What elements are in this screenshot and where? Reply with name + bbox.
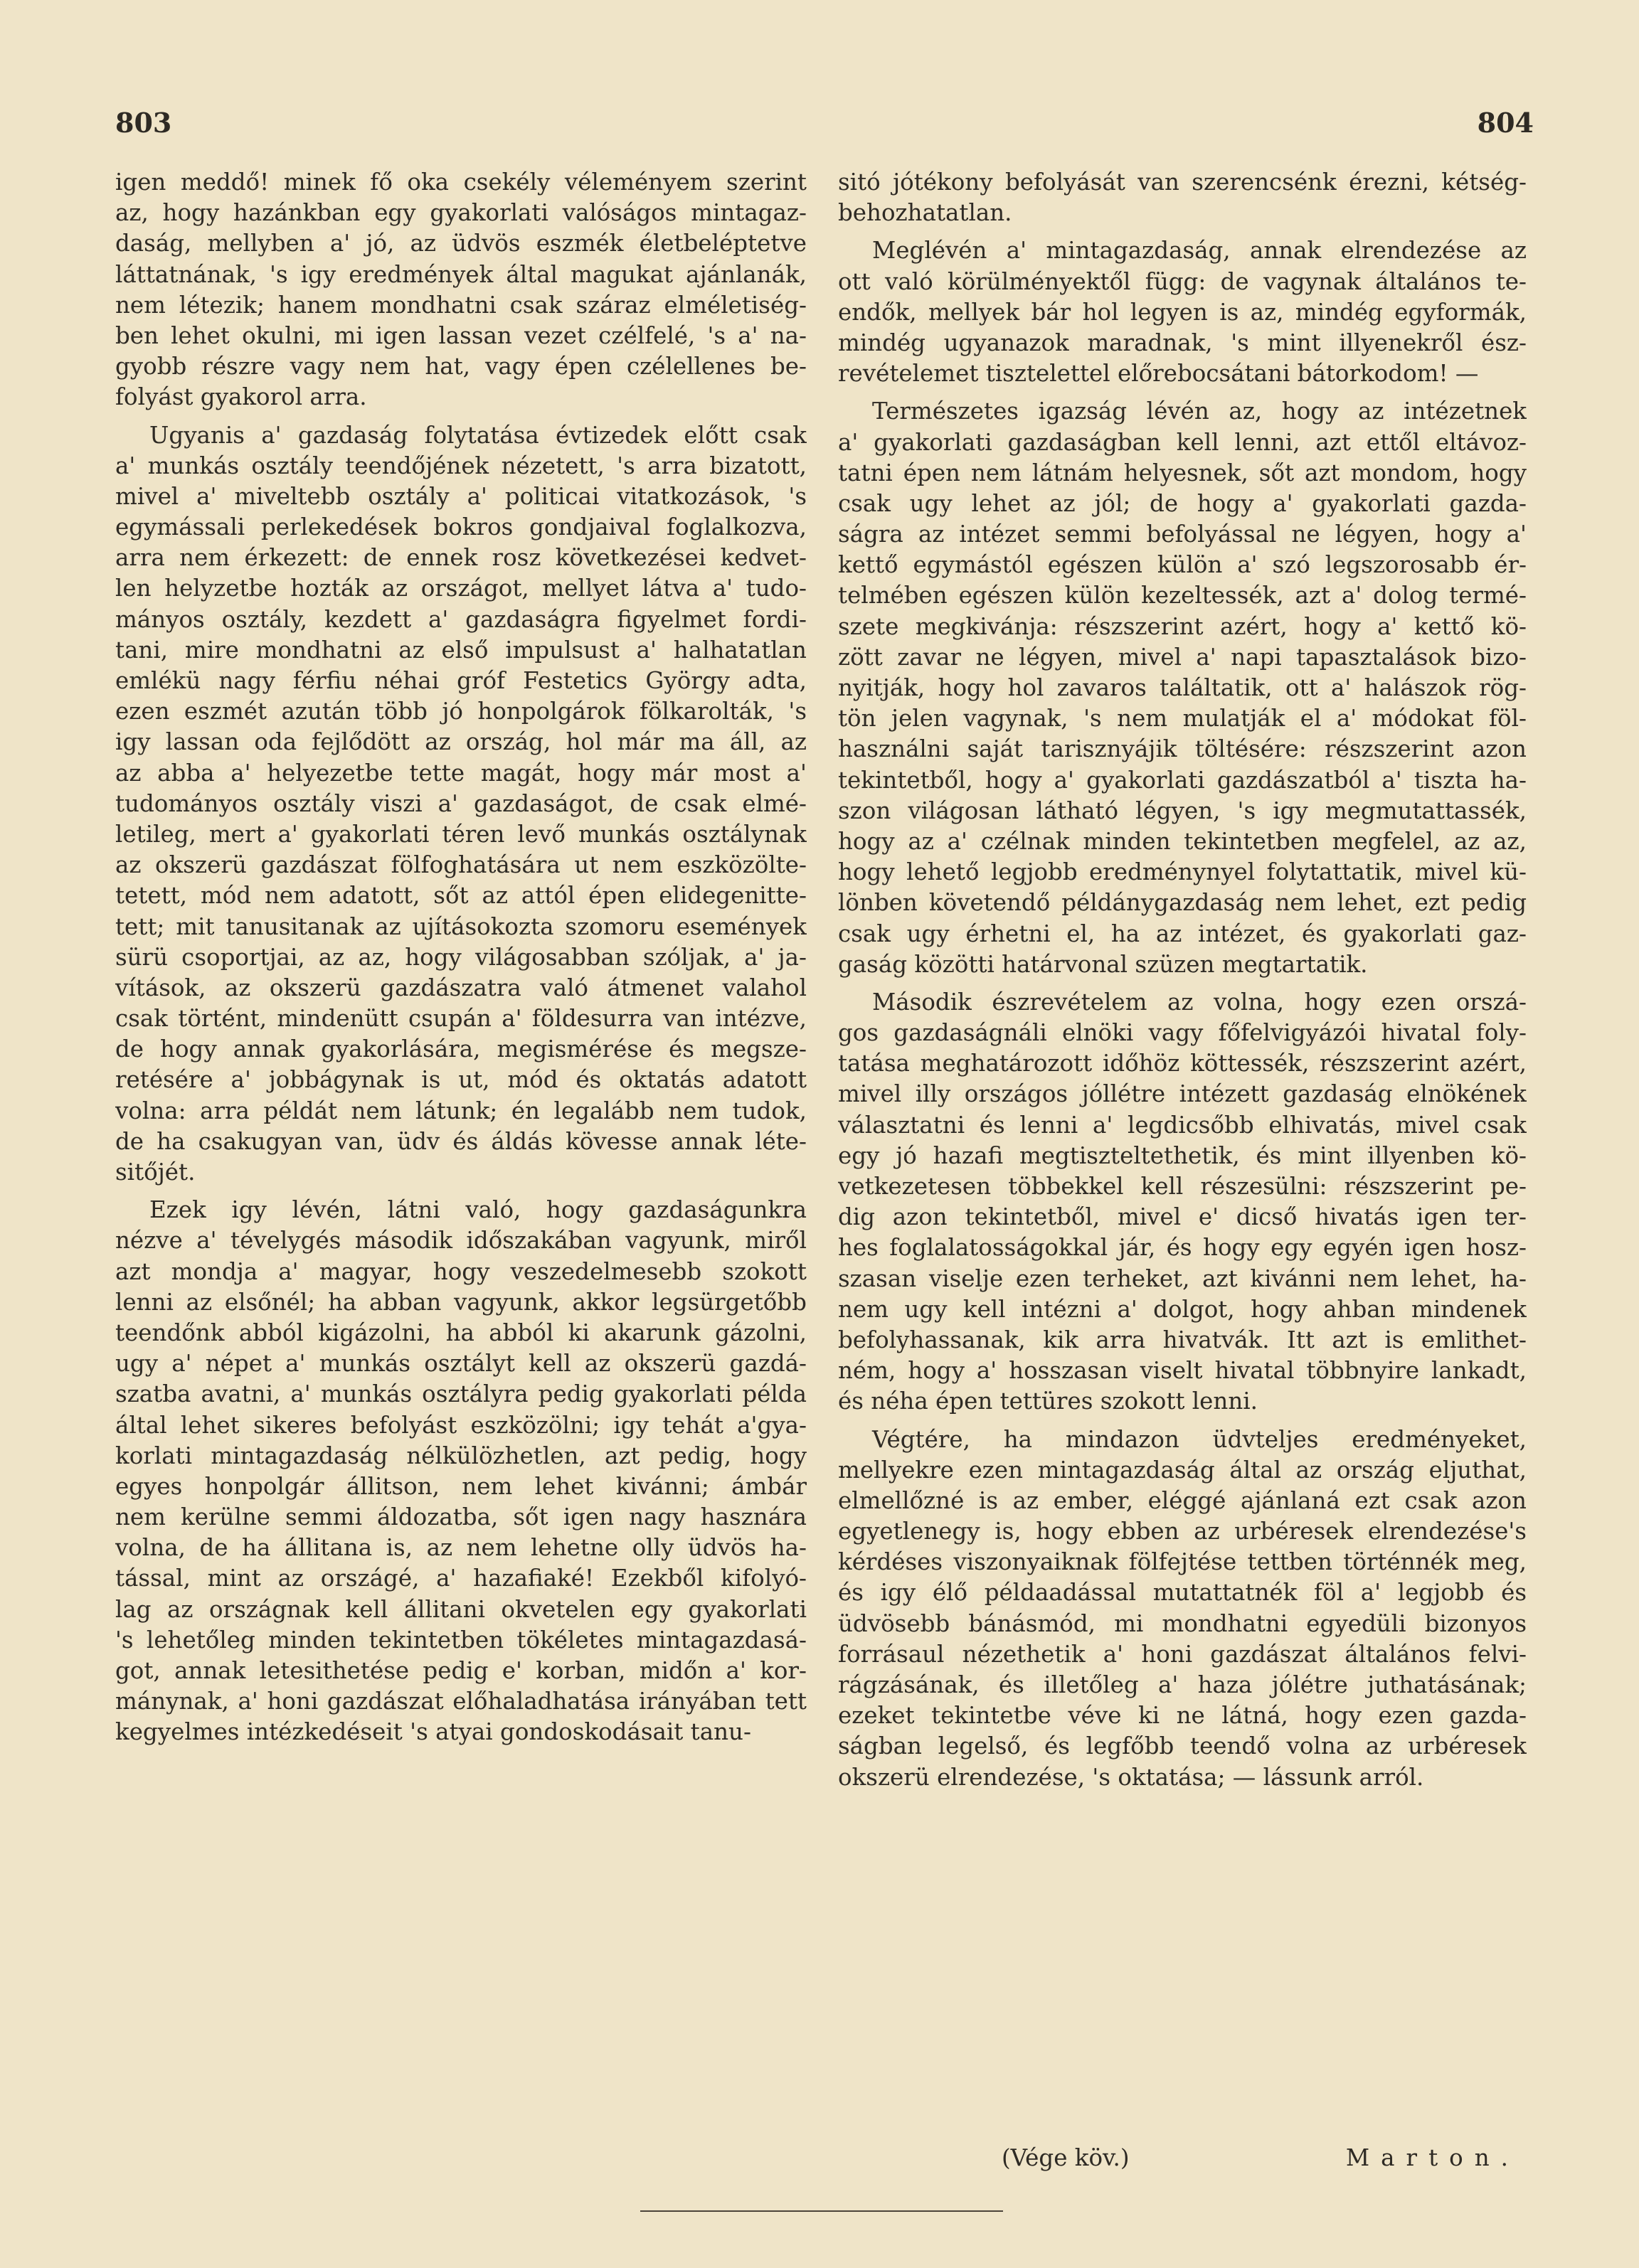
text-line: hes foglalatosságokkal jár, és hogy egy egyén igen hosz- [838, 1234, 1527, 1262]
text-line: de ha csakugyan van, üdv és áldás kövesse annak léte- [115, 1127, 807, 1155]
text-line: nem kerülne semmi áldozatba, sőt igen nagy hasznára [115, 1503, 807, 1531]
text-line: gaság közötti határvonal szüzen megtartatik. [838, 950, 1368, 978]
text-line: mindég ugyanazok maradnak, 's mint illyenekről ész- [838, 329, 1527, 356]
text-line: Ezek igy lévén, látni való, hogy gazdaságunkra [149, 1196, 807, 1224]
text-line: üdvösebb bánásmód, mi mondhatni egyedüli bizonyos [838, 1609, 1527, 1637]
text-line: Végtére, ha mindazon üdvteljes eredményeket, [872, 1425, 1527, 1453]
text-line: retésére a' jobbágynak is ut, mód és oktatás adatott [115, 1066, 807, 1094]
text-line: tekintetből, hogy a' gyakorlati gazdászatból a' tiszta ha- [838, 766, 1527, 794]
text-line: az, hogy hazánkban egy gyakorlati valóságos mintagaz- [115, 199, 807, 227]
text-line: elmellőzné is az ember, eléggé ajánlaná ezt csak azon [838, 1486, 1527, 1514]
closing-rule [640, 2210, 1003, 2212]
text-line: Természetes igazság lévén az, hogy az intézetnek [872, 398, 1527, 425]
text-line: nyitják, hogy hol zavaros találtatik, ott a' halászok rög- [838, 674, 1527, 701]
text-line: azt mondja a' magyar, hogy veszedelmesebb szokott [115, 1257, 807, 1285]
text-line: ugy a' népet a' munkás osztályt kell az okszerü gazdá- [115, 1350, 807, 1378]
text-line: Második észrevételem az volna, hogy ezen orszá- [872, 988, 1527, 1016]
text-line: volna: arra példát nem látunk; én legalább nem tudok, [115, 1097, 807, 1124]
text-line: nem ugy kell intézni a' dolgot, hogy ahban mindenek [838, 1295, 1527, 1323]
text-line: arra nem érkezett: de ennek rosz következései kedvet- [115, 544, 807, 572]
text-line: got, annak letesithetése pedig e' korban, midőn a' kor- [115, 1657, 807, 1684]
text-line: az okszerü gazdászat fölfoghatására ut nem eszközölte- [115, 851, 807, 879]
text-line: teendőnk abból kigázolni, ha abból ki akarunk gázolni, [115, 1319, 807, 1346]
text-line: mánynak, a' honi gazdászat előhaladhatása irányában tett [115, 1688, 807, 1715]
text-line: kegyelmes intézkedéseit 's atyai gondoskodásait tanu- [115, 1718, 751, 1746]
text-line: Meglévén a' mintagazdaság, annak elrendezése az [872, 237, 1527, 265]
text-line: dig azon tekintetből, mivel e' dicső hivatás igen ter- [838, 1203, 1527, 1231]
text-line: rágzásának, és illetőleg a' haza jólétre juthatásának; [838, 1671, 1527, 1698]
text-line: egyetlenegy is, hogy ebben az urbéresek elrendezése's [838, 1518, 1527, 1545]
text-line: egyes honpolgár állitson, nem lehet kivánni; ámbár [115, 1472, 807, 1500]
text-line: választatni és lenni a' legdicsőbb elhivatás, mivel csak [838, 1111, 1527, 1139]
right-column [838, 167, 1527, 1793]
text-line: kérdéses viszonyaiknak fölfejtése tettben történnék meg, [838, 1548, 1527, 1576]
left-column [115, 167, 807, 1748]
text-line: csak ugy érhetni el, ha az intézet, és gyakorlati gaz- [838, 920, 1527, 947]
text-line: telmében egészen külön kezeltessék, azt a' dolog termé- [838, 582, 1527, 609]
text-line: gos gazdaságnáli elnöki vagy főfelvigyázói hivatal foly- [838, 1019, 1527, 1047]
text-line: szatba avatni, a' munkás osztályra pedig gyakorlati példa [115, 1380, 807, 1408]
text-line: okszerü elrendezése, 's oktatása; — lássunk arról. [838, 1763, 1424, 1791]
text-line: igy lassan oda fejlődött az ország, hol már ma áll, az [115, 728, 807, 756]
text-line: vítások, az okszerü gazdászatra való átmenet valahol [115, 974, 807, 1001]
text-line: szete megkivánja: részszerint azért, hogy a' kettő kö- [838, 612, 1527, 640]
text-line: szon világosan látható légyen, 's igy megmutattassék, [838, 797, 1527, 824]
page-number-right: 804 [1477, 107, 1534, 139]
text-line: revételemet tisztelettel előrebocsátani bátorkodom! — [838, 360, 1479, 388]
text-line: mellyekre ezen mintagazdaság által az ország eljuthat, [838, 1456, 1527, 1484]
text-line: láttatnának, 's igy eredmények által magukat ajánlanák, [115, 260, 807, 288]
text-line: sürü csoportjai, az az, hogy világosabban szóljak, a' ja- [115, 943, 807, 971]
text-line: hogy az a' czélnak minden tekintetben megfelel, az az, [838, 827, 1527, 855]
text-line: igen meddő! minek fő oka csekély véleményem szerint [115, 169, 807, 196]
text-line: a' munkás osztály teendőjének nézetett, 's arra bizatott, [115, 452, 807, 479]
text-line: sitó jótékony befolyását van szerencsénk érezni, kétség- [838, 169, 1527, 196]
author-signature: Marton. [1345, 2144, 1519, 2171]
text-line: tett; mit tanusitanak az ujításokozta szomoru események [115, 912, 807, 940]
text-line: tudományos osztály viszi a' gazdaságot, de csak elmé- [115, 789, 807, 817]
page-number-left: 803 [115, 107, 172, 139]
text-line: ságra az intézet semmi befolyással ne légyen, hogy a' [838, 521, 1527, 548]
text-line: forrásaul nézethetik a' honi gazdászat általános felvi- [838, 1640, 1527, 1668]
text-line: mivel a' miveltebb osztály a' politicai vitatkozások, 's [115, 482, 807, 510]
text-line: ezeket tekintetbe véve ki ne látná, hogy ezen gazda- [838, 1702, 1527, 1730]
text-line: folyást gyakorol arra. [115, 383, 367, 411]
text-line: tatása meghatározott időhöz köttessék, részszerint azért, [838, 1050, 1527, 1077]
text-line: tással, mint az országé, a' hazafiaké! Ezekből kifolyó- [115, 1565, 807, 1592]
text-line: gyobb részre vagy nem hat, vagy épen czélellenes be- [115, 353, 807, 380]
text-line: emlékü nagy férfiu néhai gróf Festetics György adta, [115, 667, 807, 694]
text-line: ezen eszmét azután több jó honpolgárok fölkarolták, 's [115, 698, 807, 725]
text-line: az abba a' helyezetbe tette magát, hogy már most a' [115, 759, 807, 787]
text-line: tani, mire mondhatni az első impulsust a' halhatatlan [115, 636, 807, 664]
text-line: tön jelen vagynak, 's nem mulatják el a' módokat föl- [838, 705, 1527, 733]
text-line: és igy élő példaadással mutattatnék föl a' legjobb és [838, 1579, 1527, 1607]
text-line: és néha épen tettüres szokott lenni. [838, 1388, 1258, 1415]
text-line: de hogy annak gyakorlására, megismérése és megsze- [115, 1035, 807, 1063]
text-line: ném, hogy a' hosszasan viselt hivatal többnyire lankadt, [838, 1357, 1527, 1385]
text-line: lenni az elsőnél; ha abban vagyunk, akkor legsürgetőbb [115, 1288, 807, 1316]
continuation-note: (Vége köv.) [1002, 2144, 1130, 2171]
text-line: mányos osztály, kezdett a' gazdaságra figyelmet fordi- [115, 605, 807, 633]
text-line: ott való körülményektől függ: de vagynak általános te- [838, 267, 1527, 295]
text-line: daság, mellyben a' jó, az üdvös eszmék életbeléptetve [115, 230, 807, 257]
text-line: 's lehetőleg minden tekintetben tökéletes mintagazdasá- [115, 1626, 807, 1654]
text-line: lag az országnak kell állitani okvetelen egy gyakorlati [115, 1595, 807, 1623]
text-line: mivel illy országos jóllétre intézett gazdaság elnökének [838, 1080, 1527, 1108]
text-line: kettő egymástól egészen külön a' szó legszorosabb ér- [838, 551, 1527, 579]
signature-line [838, 2144, 1527, 2176]
text-line: egymássali perlekedések bokros gondjaival foglalkozva, [115, 513, 807, 541]
text-line: nem létezik; hanem mondhatni csak száraz elméletiség- [115, 291, 807, 319]
text-line: szasan viselje ezen terheket, azt kivánni nem lehet, ha- [838, 1265, 1527, 1292]
text-line: csak ugy lehet az jól; de hogy a' gyakorlati gazda- [838, 489, 1527, 517]
text-line: endők, mellyek bár hol legyen is az, mindég egyformák, [838, 298, 1527, 326]
text-line: sitőjét. [115, 1159, 196, 1186]
text-line: befolyhassanak, kik arra hivatvák. Itt azt is emlithet- [838, 1326, 1527, 1353]
text-line: ben lehet okulni, mi igen lassan vezet czélfelé, 's a' na- [115, 321, 807, 349]
text-line: egy jó hazafi megtiszteltethetik, és mint illyenben kö- [838, 1141, 1527, 1169]
text-line: korlati mintagazdaság nélkülözhetlen, azt pedig, hogy [115, 1442, 807, 1469]
text-line: len helyzetbe hozták az országot, mellyet látva a' tudo- [115, 575, 807, 602]
text-line: behozhatatlan. [838, 199, 1012, 227]
text-line: vetkezetesen többekkel kell részesülni: részszerint pe- [838, 1173, 1527, 1200]
text-line: volna, de ha állitana is, az nem lehetne olly üdvös ha- [115, 1534, 807, 1562]
text-line: ságban legelső, és legfőbb teendő volna az urbéresek [838, 1732, 1527, 1760]
text-line: csak történt, mindenütt csupán a' földesurra van intézve, [115, 1005, 807, 1033]
text-line: letileg, mert a' gyakorlati téren levő munkás osztálynak [115, 820, 807, 848]
text-line: lönben követendő példánygazdaság nem lehet, ezt pedig [838, 889, 1527, 917]
text-line: Ugyanis a' gazdaság folytatása évtizedek előtt csak [149, 421, 807, 449]
text-line: hogy lehető legjobb eredménynyel folytattatik, mivel kü- [838, 858, 1527, 886]
text-line: tatni épen nem látnám helyesnek, sőt azt mondom, hogy [838, 459, 1527, 486]
text-line: zött zavar ne légyen, mivel a' napi tapasztalások bizo- [838, 643, 1527, 671]
text-line: tetett, mód nem adatott, sőt az attól épen elidegenitte- [115, 882, 807, 910]
text-line: a' gyakorlati gazdaságban kell lenni, azt ettől eltávoz- [838, 428, 1527, 456]
text-line: nézve a' tévelygés második időszakában vagyunk, miről [115, 1227, 807, 1255]
text-line: által lehet sikeres befolyást eszközölni; igy tehát a'gya- [115, 1411, 807, 1439]
text-line: használni saját tarisznyájik töltésére: részszerint azon [838, 735, 1527, 763]
